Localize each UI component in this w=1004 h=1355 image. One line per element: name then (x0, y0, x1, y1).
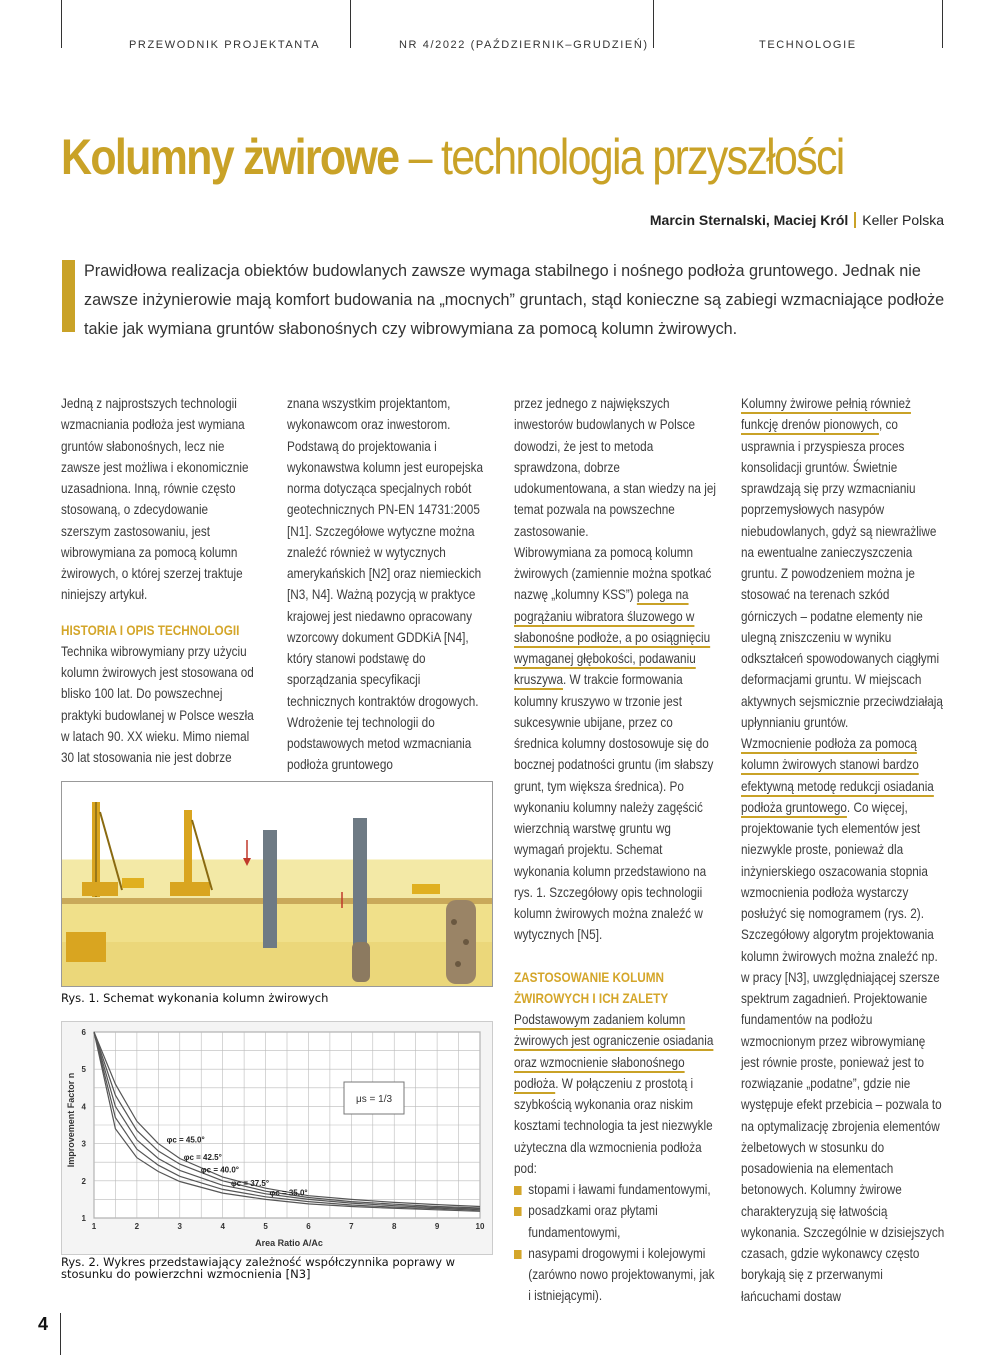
improvement-factor-chart (62, 1022, 492, 1254)
paragraph: znana wszystkim projektantom, wykonawcom oraz inwestorom. Podstawą do projektowania i wykonawstwa kolumn jest europejska norma dotycząca specjalnych robót geotechnicznych PN-EN 14731:2005 [N1]. Szczegółowe wytyczne można znaleźć również w wytycznych amerykańskich [N2] oraz niemieckich [N3, N4]. Ważną pozycją w praktyce krajowej jest niedawno opracowany wzorcowy dokument GDDKiA [N4], który stanowi podstawę do sporządzania specyfikacji technicznych kontraktów drogowych. Wdrożenie tej technologii do podstawowych metod wzmacniania podłoża gruntowego (287, 395, 484, 773)
x-tick-label: 8 (391, 1222, 397, 1231)
article-byline (650, 212, 944, 228)
paragraph: Technika wibrowymiany przy użyciu kolumn żwirowych jest stosowana od blisko 100 lat. Do powszechnej praktyki budowlanej w Polsce weszła w latach 90. XX wieku. Mimo niemal 30 lat stosowania nie jest dobrze (61, 642, 254, 765)
excavator-icon (66, 932, 106, 962)
x-tick-label: 3 (177, 1222, 183, 1231)
loader-icon (122, 878, 144, 888)
series-label: φc = 42.5° (183, 1153, 222, 1163)
figure-2-chart (61, 1021, 493, 1255)
paragraph: Jedną z najprostszych technologii wzmacniania podłoża jest wymiana gruntów słabonośnych, lecz nie zawsze jest możliwa i ekonomicznie uzasadniona. Inną, równie często stosowaną, o zdecydowanie szerszym zastosowaniu, jest wibrowymiana za pomocą kolumn żwirowych, o której szerzej traktuje niniejszy artykuł. (61, 395, 249, 603)
lead-accent-bar (62, 260, 75, 332)
annotation-text: μs = 1/3 (355, 1094, 393, 1105)
page-number: 4 (38, 1314, 49, 1334)
article-title-bold: Kolumny żwirowe (61, 129, 399, 185)
gravel-column (352, 942, 370, 982)
stone-column-scheme-illustration (62, 782, 492, 986)
x-tick-label: 10 (475, 1222, 485, 1231)
page-number-rule (60, 1313, 61, 1355)
series-label: φc = 40.0° (200, 1165, 239, 1175)
text-run: . Co więcej, projektowanie tych elementów jest niezwykle proste, ponieważ dla inżynierskiego oszacowania stopnia wzmocnienia podłoża wystarczy posłużyć się nomogramem (rys. 2). Szczegółowy algorytm projektowania kolumn żwirowych można znaleźć np. w pracy [N3], uwzględniającej szersze spektrum zagadnień. Projektowanie fundamentów na podłożu wzmocnionym przez wibrowymianę jest równie proste, ponieważ jest to rozwiązanie „podatne”, gdzie nie występuje efekt przebicia – pozwala to na optymalizację zbrojenia elementów żelbetowych w stosunku do posadowienia na elementach betonowych. Kolumny żwirowe charakteryzują się łatwością wykonania. Szczególnie w dzisiejszych czasach, gdzie wykonawcy często borykają się z przerwanymi łańcuchami dostaw (741, 798, 945, 1304)
highlighted-text: polega na pogrążaniu wibratora śluzowego w słabonośne podłoże, a po osiągnięciu wymaganej głębokości, podawaniu kruszywa (514, 586, 711, 688)
y-tick-label: 3 (81, 1139, 86, 1149)
article-title-rest: – technologia przyszłości (398, 129, 844, 185)
x-tick-label: 5 (263, 1222, 268, 1231)
highlighted-text: Podstawowym zadaniem kolumn żwirowych jest ograniczenie osiadania oraz wzmocnienie słabonośnego podłoża (514, 1011, 714, 1091)
text-run: . W połączeniu z prostotą i szybkością wykonania oraz niskim kosztami technologia ta jest niezwykle użyteczna dla wzmocnienia podłoża pod: (514, 1074, 713, 1176)
byline-separator (854, 212, 856, 228)
y-axis-label: Improvement Factor n (66, 1072, 76, 1168)
gravel-texture (451, 919, 457, 925)
article-lead: Prawidłowa realizacja obiektów budowlanych zawsze wymaga stabilnego i nośnego podłoża gruntowego. Jednak nie zawsze inżynierowie mają komfort budowania na „mocnych” gruntach, stąd konieczne są zabiegi wzmacniające podłoże takie jak wymiana gruntów słabonośnych czy wibrowymiana za pomocą kolumn żwirowych. (84, 262, 945, 338)
figure-2-caption: Rys. 2. Wykres przedstawiający zależność współczynnika poprawy w stosunku do powierzchni wzmocnienia [N3] (61, 1255, 456, 1281)
column-4 (741, 393, 945, 1307)
gravel-column (446, 900, 476, 984)
drilling-rig-icon (82, 802, 122, 897)
x-tick-label: 7 (349, 1222, 354, 1231)
paragraph (514, 542, 718, 946)
highlighted-text: Wzmocnienie podłoża za pomocą kolumn żwirowych stanowi bardzo efektywną metodę redukcji osiadania podłoża gruntowego (741, 735, 934, 815)
figure-1-illustration (61, 781, 493, 987)
drilling-rig-icon (170, 810, 212, 896)
header-rule-3 (653, 0, 654, 48)
paragraph (514, 1009, 718, 1179)
header-rule-1 (61, 0, 62, 48)
series-label: φc = 37.5° (230, 1179, 270, 1189)
bullet-item: stopami i ławami fundamentowymi, (514, 1179, 718, 1200)
series-label: φc = 45.0° (166, 1135, 205, 1145)
gravel-texture (455, 961, 461, 967)
column-3 (514, 393, 718, 1307)
y-tick-label: 5 (81, 1065, 86, 1075)
section-heading: ZASTOSOWANIE KOLUMN ŻWIROWYCH I ICH ZALETY (514, 968, 669, 1006)
series-label: φc = 35.0° (269, 1188, 308, 1198)
bullet-item: nasypami drogowymi i kolejowymi (zarówno nowo projektowanymi, jak i istniejącymi). (514, 1243, 718, 1307)
x-tick-label: 9 (434, 1222, 440, 1231)
soil-layer-lower (62, 942, 492, 986)
header-rule-2 (350, 0, 351, 48)
x-tick-label: 4 (220, 1222, 225, 1231)
company: Keller Polska (862, 212, 944, 228)
x-axis-label: Area Ratio A/Ac (255, 1238, 323, 1248)
article-title (61, 128, 844, 186)
loader-icon (412, 884, 440, 894)
section-heading: HISTORIA I OPIS TECHNOLOGII (61, 621, 240, 638)
paragraph (741, 733, 945, 1307)
header-rule-4 (942, 0, 943, 48)
y-tick-label: 6 (81, 1028, 86, 1037)
column-1 (61, 393, 258, 768)
highlighted-text: Kolumny żwirowe pełnią również funkcję drenów pionowych (741, 395, 911, 433)
header-section-right: TECHNOLOGIE (759, 39, 857, 51)
figure-1-caption: Rys. 1. Schemat wykonania kolumn żwirowych (61, 991, 329, 1005)
y-tick-label: 1 (81, 1214, 86, 1223)
text-run: , co usprawnia i przyspiesza proces konsolidacji gruntów. Świetnie sprawdzają się przy wzmacnianiu poprzemysłowych nasypów niebudowlanych, gdyż są niewrażliwe na ewentualne zanieczyszczenia gruntu. Z powodzeniem można je stosować na terenach szkód górniczych – podatne elementy nie ulegną zniszczeniu w wyniku odkształceń spowodowanych ciągłymi deformacjami gruntu. W miejscach aktywnych sejsmicznie przeciwdziałają upłynnianiu gruntów. (741, 416, 943, 730)
column-2 (287, 393, 491, 776)
text-run: . W trakcie formowania kolumny kruszywo w trzonie jest sukcesywnie ubijane, przez co średnica kolumny dostosowuje się do bocznej podatności gruntu (im słabszy grunt, tym większa średnica). Po wykonaniu kolumny należy zagęścić wierzchnią warstwę gruntu wg wymagań projektu. Schemat wykonania kolumn przedstawiono na rys. 1. Szczegółowy opis technologii kolumn żwirowych można znaleźć w wytycznych [N5]. (514, 671, 714, 943)
x-tick-label: 2 (134, 1222, 140, 1231)
authors: Marcin Sternalski, Maciej Król (649, 212, 849, 228)
x-tick-label: 1 (91, 1222, 97, 1231)
paragraph (741, 393, 945, 733)
bullet-item: posadzkami oraz płytami fundamentowymi, (514, 1200, 718, 1243)
y-tick-label: 4 (81, 1102, 86, 1112)
header-section-left: PRZEWODNIK PROJEKTANTA (129, 39, 321, 51)
gravel-texture (463, 939, 469, 945)
y-tick-label: 2 (81, 1176, 86, 1186)
text-run: Wibrowymiana za pomocą kolumn żwirowych (zamiennie można spotkać nazwę „kolumny KSS”) (514, 543, 712, 603)
header-issue: NR 4/2022 (PAŹDZIERNIK–GRUDZIEŃ) (399, 39, 649, 51)
x-tick-label: 6 (306, 1222, 311, 1231)
paragraph: przez jednego z największych inwestorów budowlanych w Polsce dowodzi, że jest to metoda sprawdzona, dobrze udokumentowana, a stan wiedzy na jej temat pozwala na powszechne zastosowanie. (514, 395, 717, 539)
